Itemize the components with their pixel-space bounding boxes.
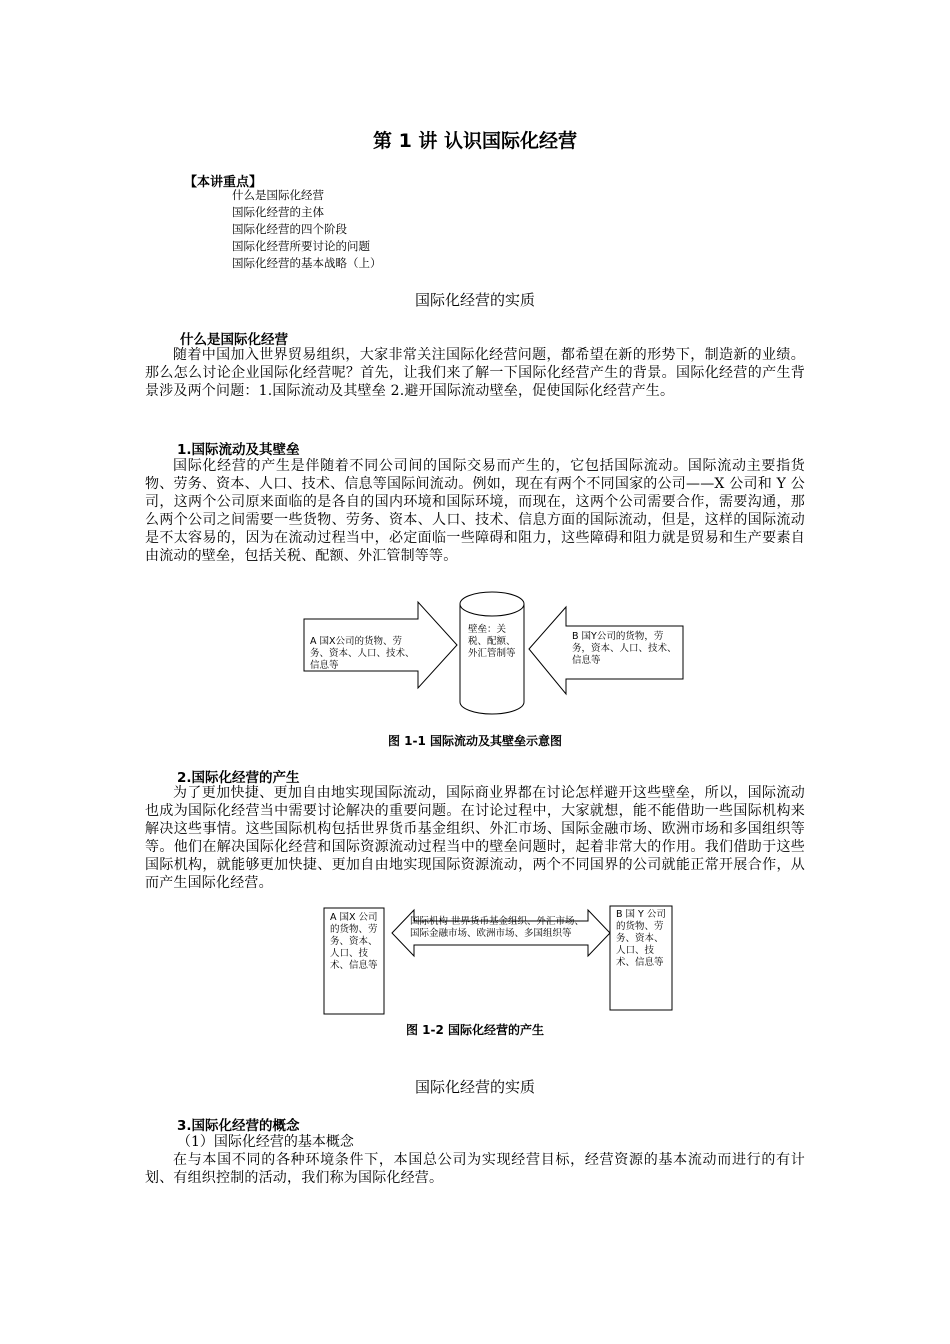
paragraph: 为了更加快捷、更加自由地实现国际流动，国际商业界都在讨论怎样避开这些壁垒，所以，国际流动也成为国际化经营当中需要讨论解决的重要问题。在讨论过程中，大家就想，能不能借助一些国际机构来解决这些事情。这些国际机构包括世界货币基金组织、外汇市场、国际金融市场、欧洲市场和多国组织等等。他们在解决国际化经营和国际资源流动过程当中的壁垒问题时，起着非常大的作用。我们借助于这些国际机构，就能够更加快捷、更加自由地实现国际资源流动，两个不同国界的公司就能正常开展合作，从而产生国际化经营。 bbox=[145, 785, 805, 891]
fig2-left-label: A 国X 公司的货物、劳务、资本、人口、技术、信息等 bbox=[330, 912, 378, 971]
figure-caption: 图 1-1 国际流动及其壁垒示意图 bbox=[387, 734, 563, 748]
page-title: 第 1 讲 认识国际化经营 bbox=[372, 130, 578, 152]
key-point-item: 国际化经营的四个阶段 bbox=[232, 222, 347, 236]
key-points-heading: 【本讲重点】 bbox=[184, 175, 263, 190]
key-point-item: 国际化经营的主体 bbox=[232, 205, 324, 219]
figure-caption: 图 1-2 国际化经营的产生 bbox=[405, 1023, 545, 1037]
subsection-heading: 1.国际流动及其壁垒 bbox=[177, 442, 300, 458]
section-title: 国际化经营的实质 bbox=[414, 1078, 535, 1096]
subsection-heading: 2.国际化经营的产生 bbox=[177, 770, 300, 786]
key-point-item: 国际化经营的基本战略（上） bbox=[232, 256, 382, 270]
figure-international-operation bbox=[322, 903, 674, 1015]
paragraph: 随着中国加入世界贸易组织，大家非常关注国际化经营问题，都希望在新的形势下，制造新的业绩。那么怎么讨论企业国际化经营呢？首先，让我们来了解一下国际化经营产生的背景。国际化经营的产生背景涉及两个问题：1.国际流动及其壁垒 2.避开国际流动壁垒，促使国际化经营产生。 bbox=[145, 347, 805, 399]
key-points-list bbox=[232, 187, 382, 272]
subsection-heading: 3.国际化经营的概念 bbox=[177, 1118, 300, 1134]
figure-international-flow bbox=[300, 590, 690, 720]
key-point-item: 国际化经营所要讨论的问题 bbox=[232, 239, 370, 253]
fig1-barrier-label: 壁垒：关税、配额、外汇管制等 bbox=[468, 624, 516, 659]
subsubsection-heading: （1）国际化经营的基本概念 bbox=[177, 1134, 354, 1150]
paragraph: 在与本国不同的各种环境条件下，本国总公司为实现经营目标，经营资源的基本流动而进行的有计划、有组织控制的活动，我们称为国际化经营。 bbox=[145, 1152, 805, 1186]
subsection-heading: 什么是国际化经营 bbox=[180, 332, 288, 348]
section-title: 国际化经营的实质 bbox=[414, 291, 535, 309]
key-point-item: 什么是国际化经营 bbox=[232, 188, 324, 202]
fig2-middle-label: 国际机构 世界货币基金组织、外汇市场、国际金融市场、欧洲市场、多国组织等 bbox=[410, 916, 585, 939]
fig1-left-label: A 国X公司的货物、劳务、资本、人口、技术、信息等 bbox=[310, 636, 415, 671]
paragraph: 国际化经营的产生是伴随着不同公司间的国际交易而产生的，它包括国际流动。国际流动主要指货物、劳务、资本、人口、技术、信息等国际间流动。例如，现在有两个不同国家的公司——X 公司和 Y 公司，这两个公司原来面临的是各自的国内环境和国际环境，而现在，这两个公司需要合作，需要沟通，那么两个公司之间需要一些货物、劳务、资本、人口、技术、信息方面的国际流动，但是，这样的国际流动是不太容易的，因为在流动过程当中，必定面临一些障碍和阻力，这些障碍和阻力就是贸易和生产要素自由流动的壁垒，包括关税、配额、外汇管制等等。 bbox=[145, 458, 805, 564]
fig1-right-label: B 国Y公司的货物，劳务，资本、人口、技术、信息等 bbox=[572, 631, 677, 666]
fig2-right-label: B 国 Y 公司的货物、劳务、资本、人口、技术、信息等 bbox=[616, 909, 666, 968]
